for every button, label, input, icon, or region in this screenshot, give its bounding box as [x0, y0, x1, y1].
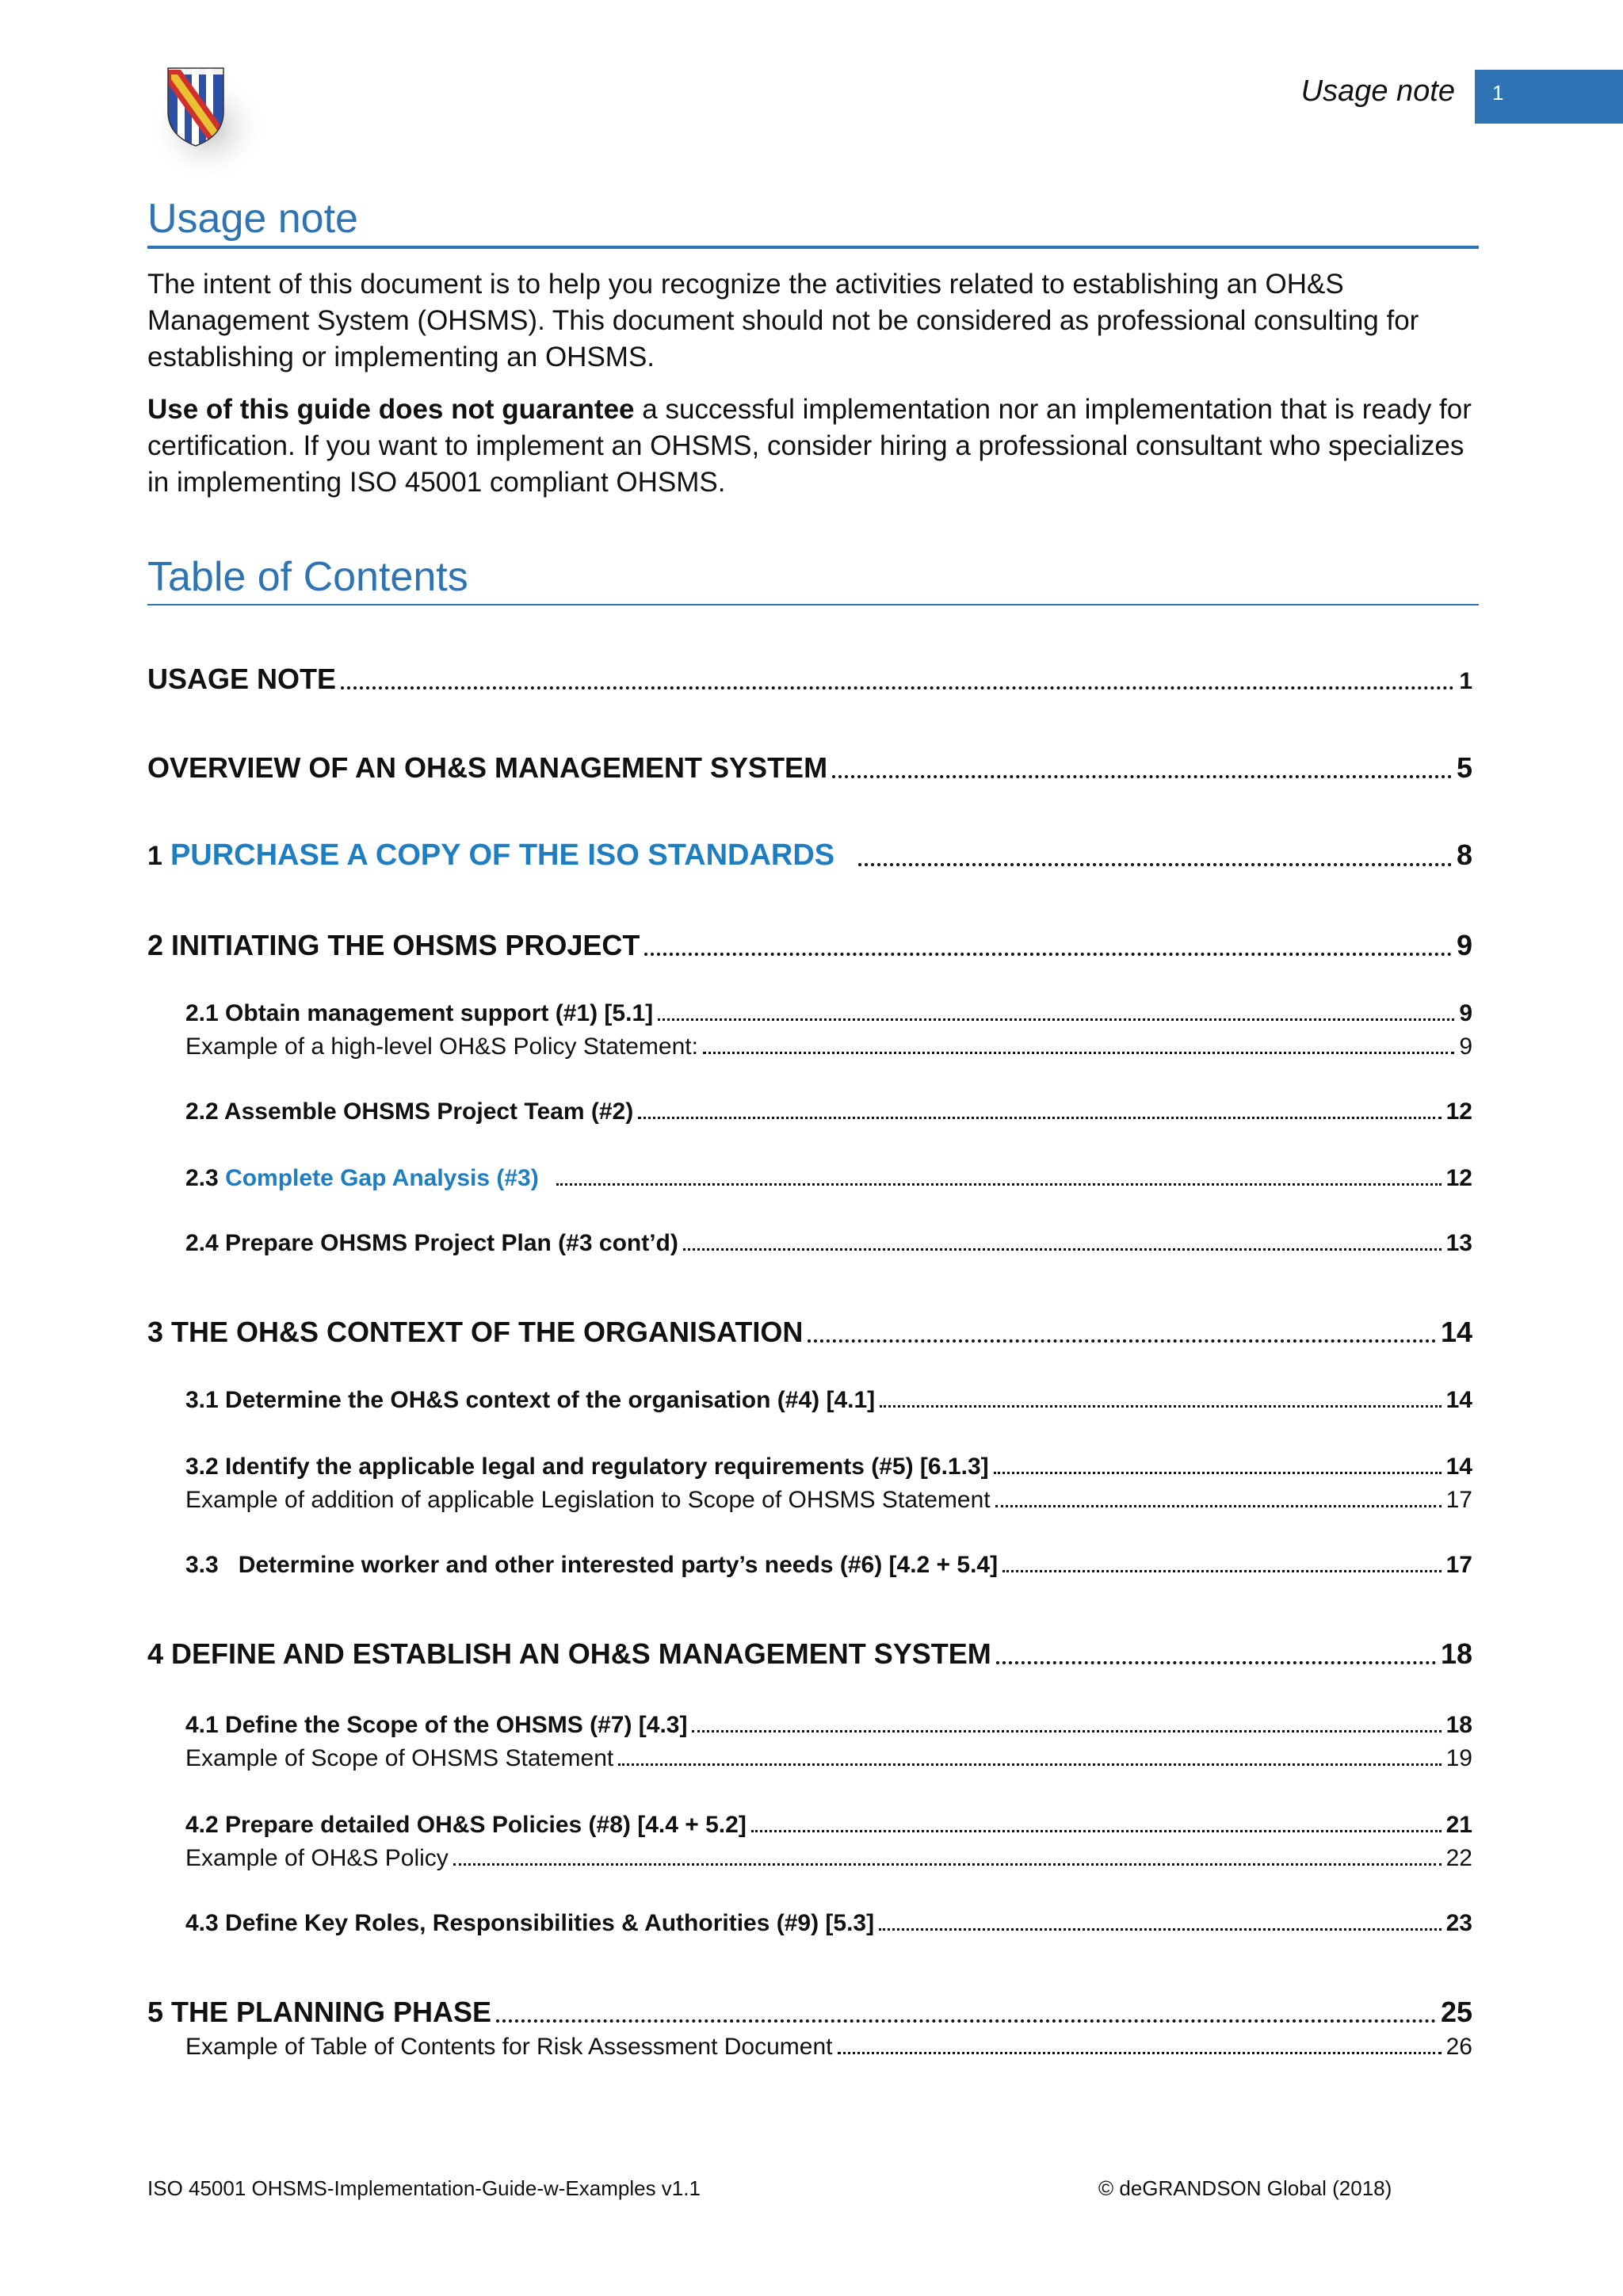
toc-entry-label: Example of Table of Contents for Risk Assessment Document: [185, 2034, 833, 2060]
toc-entry-page: 23: [1445, 1910, 1472, 1936]
toc-entry-label: 5 THE PLANNING PHASE: [147, 1996, 492, 2028]
usage-disclaimer-paragraph: [147, 392, 1479, 501]
toc-entry-label: 4 DEFINE AND ESTABLISH AN OH&S MANAGEMENT SYSTEM: [147, 1637, 991, 1670]
toc-entry-4-2[interactable]: [185, 1812, 1472, 1839]
usage-note-heading: Usage note: [147, 195, 1479, 249]
toc-entry-4-3[interactable]: [185, 1910, 1472, 1937]
toc-leader-dots: [996, 1661, 1436, 1664]
footer-copyright: © deGRANDSON Global (2018): [1098, 2176, 1392, 2200]
toc-entry-number: 1: [147, 841, 162, 871]
toc-entry-label: OVERVIEW OF AN OH&S MANAGEMENT SYSTEM: [147, 751, 828, 784]
toc-entry-link[interactable]: Complete Gap Analysis (#3): [225, 1165, 539, 1191]
toc-entry-label: 2.4 Prepare OHSMS Project Plan (#3 cont’d): [185, 1230, 678, 1256]
toc-entry-policy-example-2[interactable]: [185, 1845, 1472, 1872]
toc-entry-label: 4.1 Define the Scope of the OHSMS (#7) [4.3]: [185, 1712, 688, 1738]
toc-entry-label: Example of Scope of OHSMS Statement: [185, 1745, 614, 1771]
toc-entry-risk-assessment-example[interactable]: [185, 2034, 1472, 2061]
toc-leader-dots: [838, 2052, 1442, 2054]
toc-entry-link[interactable]: PURCHASE A COPY OF THE ISO STANDARDS: [170, 839, 835, 872]
toc-entry-page: 18: [1440, 1637, 1472, 1670]
toc-leader-dots: [638, 1117, 1441, 1119]
toc-entry-scope-example[interactable]: [185, 1745, 1472, 1772]
toc-entry-label: 3.1 Determine the OH&S context of the organisation (#4) [4.1]: [185, 1387, 876, 1413]
toc-leader-dots: [879, 1928, 1442, 1931]
toc-leader-dots: [832, 775, 1452, 778]
toc-entry-2-3[interactable]: [185, 1165, 1472, 1192]
toc-entry-label: USAGE NOTE: [147, 663, 337, 695]
toc-entry-page: 22: [1445, 1845, 1472, 1871]
toc-leader-dots: [496, 2019, 1436, 2023]
toc-entry-page: 9: [1459, 1033, 1472, 1060]
usage-intent-paragraph: The intent of this document is to help you recognize the activities related to establishing an OH&S Management System (OHSMS). This document should not be considered as professional consulting for establishing or implementing an OHSMS.: [147, 269, 1419, 372]
toc-entry-page: 25: [1440, 1996, 1472, 2028]
disclaimer-bold-text: Use of this guide does not guarantee: [147, 394, 635, 425]
toc-leader-dots: [808, 1339, 1436, 1343]
toc-entry-page: 14: [1445, 1454, 1472, 1480]
toc-entry-label-wrap: [147, 839, 834, 873]
toc-entry-initiating[interactable]: [147, 929, 1472, 962]
toc-entry-define-establish[interactable]: [147, 1637, 1472, 1671]
toc-entry-label: 2.1 Obtain management support (#1) [5.1]: [185, 1000, 654, 1026]
toc-entry-page: 12: [1445, 1098, 1472, 1125]
toc-leader-dots: [751, 1830, 1442, 1832]
toc-entry-page: 26: [1445, 2034, 1472, 2060]
toc-entry-2-2[interactable]: [185, 1098, 1472, 1125]
toc-entry-overview[interactable]: [147, 751, 1472, 785]
toc-entry-number: 2.3: [185, 1165, 219, 1191]
toc-entry-planning-phase[interactable]: [147, 1996, 1472, 2029]
toc-entry-label: 2.2 Assemble OHSMS Project Team (#2): [185, 1098, 634, 1125]
toc-entry-2-4[interactable]: [185, 1230, 1472, 1257]
toc-entry-label: Example of a high-level OH&S Policy Statement:: [185, 1033, 698, 1060]
toc-entry-page: 12: [1445, 1165, 1472, 1191]
toc-entry-label: Example of addition of applicable Legislation to Scope of OHSMS Statement: [185, 1487, 991, 1513]
toc-entry-label: 3.3 Determine worker and other interested party’s needs (#6) [4.2 + 5.4]: [185, 1552, 999, 1578]
toc-entry-page: 13: [1445, 1230, 1472, 1256]
toc-entry-label: 2 INITIATING THE OHSMS PROJECT: [147, 929, 640, 961]
toc-entry-legislation-example[interactable]: [185, 1487, 1472, 1514]
page-number-tab: 1: [1475, 70, 1623, 124]
toc-heading: Table of Contents: [147, 553, 1479, 606]
toc-entry-label: 3.2 Identify the applicable legal and regulatory requirements (#5) [6.1.3]: [185, 1454, 989, 1480]
toc-leader-dots: [341, 686, 1454, 690]
shield-logo-icon: [144, 52, 271, 179]
toc-leader-dots: [1002, 1570, 1442, 1572]
toc-leader-dots: [692, 1730, 1441, 1733]
toc-entry-policy-example[interactable]: [185, 1033, 1472, 1060]
toc-entry-page: 14: [1445, 1387, 1472, 1413]
toc-entry-3-3[interactable]: [185, 1552, 1472, 1579]
toc-entry-label: 3 THE OH&S CONTEXT OF THE ORGANISATION: [147, 1316, 804, 1348]
toc-entry-page: 1: [1459, 668, 1472, 694]
toc-entry-label: Example of OH&S Policy: [185, 1845, 449, 1871]
toc-entry-purchase-iso[interactable]: [147, 839, 1472, 873]
toc-entry-3-2[interactable]: [185, 1454, 1472, 1480]
toc-entry-page: 5: [1456, 751, 1472, 784]
toc-leader-dots: [683, 1248, 1442, 1251]
header-title: Usage note: [1300, 74, 1455, 108]
toc-leader-dots: [618, 1763, 1441, 1766]
toc-entry-2-1[interactable]: [185, 1000, 1472, 1027]
toc-entry-page: 17: [1445, 1552, 1472, 1578]
toc-entry-page: 8: [1456, 839, 1472, 871]
toc-entry-page: 14: [1440, 1316, 1472, 1348]
toc-leader-dots: [858, 863, 1452, 866]
toc-leader-dots: [556, 1183, 1442, 1186]
toc-leader-dots: [995, 1505, 1442, 1507]
toc-leader-dots: [658, 1018, 1454, 1021]
toc-entry-label: 4.2 Prepare detailed OH&S Policies (#8) [4.4 + 5.2]: [185, 1812, 747, 1838]
toc-entry-page: 21: [1445, 1812, 1472, 1838]
toc-entry-context[interactable]: [147, 1316, 1472, 1349]
toc-entry-page: 18: [1445, 1712, 1472, 1738]
toc-leader-dots: [880, 1405, 1441, 1408]
toc-entry-label-wrap: [185, 1165, 539, 1192]
toc-entry-page: 9: [1456, 929, 1472, 961]
toc-entry-usage-note[interactable]: [147, 663, 1472, 696]
toc-leader-dots: [453, 1863, 1442, 1866]
toc-entry-4-1[interactable]: [185, 1712, 1472, 1739]
disclaimer-text: a successful implementation nor an implementation that is ready for certification. If you want to implement an OHSMS, consider hiring a professional consultant who specializes in implementing ISO 45001 compliant OHSMS.: [147, 394, 1472, 498]
toc-entry-page: 17: [1445, 1487, 1472, 1513]
toc-entry-3-1[interactable]: [185, 1387, 1472, 1414]
toc-entry-label: 4.3 Define Key Roles, Responsibilities & Authorities (#9) [5.3]: [185, 1910, 875, 1936]
footer-document-name: ISO 45001 OHSMS-Implementation-Guide-w-Examples v1.1: [147, 2176, 701, 2200]
toc-entry-page: 9: [1459, 1000, 1472, 1026]
toc-leader-dots: [703, 1052, 1454, 1054]
toc-leader-dots: [644, 953, 1452, 956]
toc-leader-dots: [994, 1472, 1442, 1474]
toc-entry-page: 19: [1445, 1745, 1472, 1771]
